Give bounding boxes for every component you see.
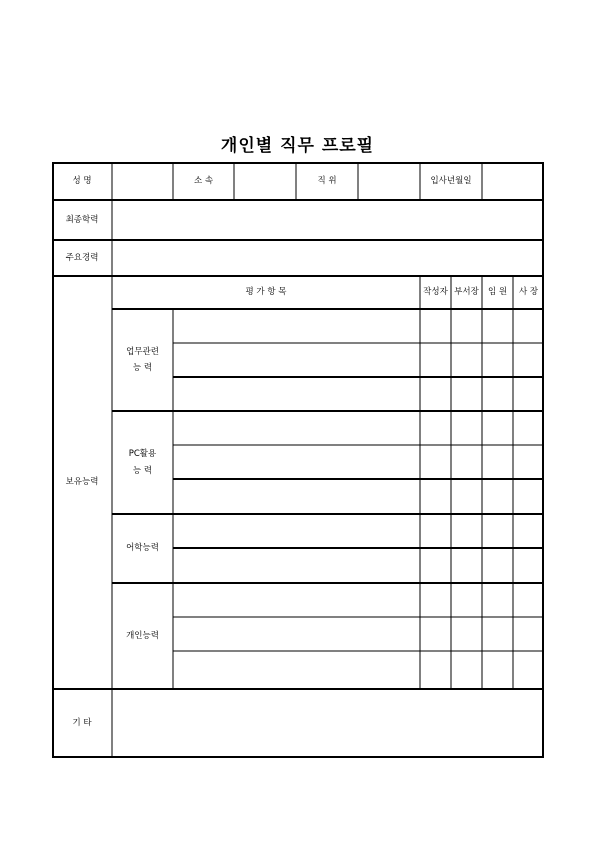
rater-column-dept-head: 부서장 (454, 287, 479, 298)
department-label: 소 속 (193, 175, 214, 186)
rater-column-author: 작성자 (423, 287, 448, 298)
name-field[interactable] (112, 162, 173, 200)
job-profile-form (52, 162, 544, 758)
rater-column-president: 사 장 (518, 287, 539, 298)
page-title: 개인별 직무 프로필 (220, 136, 375, 156)
career-label: 주요경력 (65, 252, 99, 263)
category-personal-ability: 개인능력 (126, 630, 159, 641)
position-label: 직 위 (317, 175, 337, 186)
category-pc-ability: PC활용 능 력 (128, 449, 157, 476)
name-label: 성 명 (72, 175, 92, 186)
hire-date-label: 입사년월일 (430, 175, 472, 186)
career-field[interactable] (112, 240, 544, 276)
department-field[interactable] (234, 162, 296, 200)
position-field[interactable] (358, 162, 420, 200)
remarks-field[interactable] (112, 689, 544, 758)
hire-date-field[interactable] (482, 162, 544, 200)
education-field[interactable] (112, 200, 544, 240)
rater-column-executive: 임 원 (487, 287, 508, 298)
remarks-label: 기 타 (72, 718, 92, 729)
category-job-ability: 업무관련 능 력 (126, 346, 159, 373)
abilities-label: 보유능력 (65, 477, 99, 488)
evaluation-item-header: 평 가 항 목 (245, 287, 287, 298)
education-label: 최종학력 (65, 214, 99, 225)
category-language-ability: 어학능력 (126, 543, 159, 554)
